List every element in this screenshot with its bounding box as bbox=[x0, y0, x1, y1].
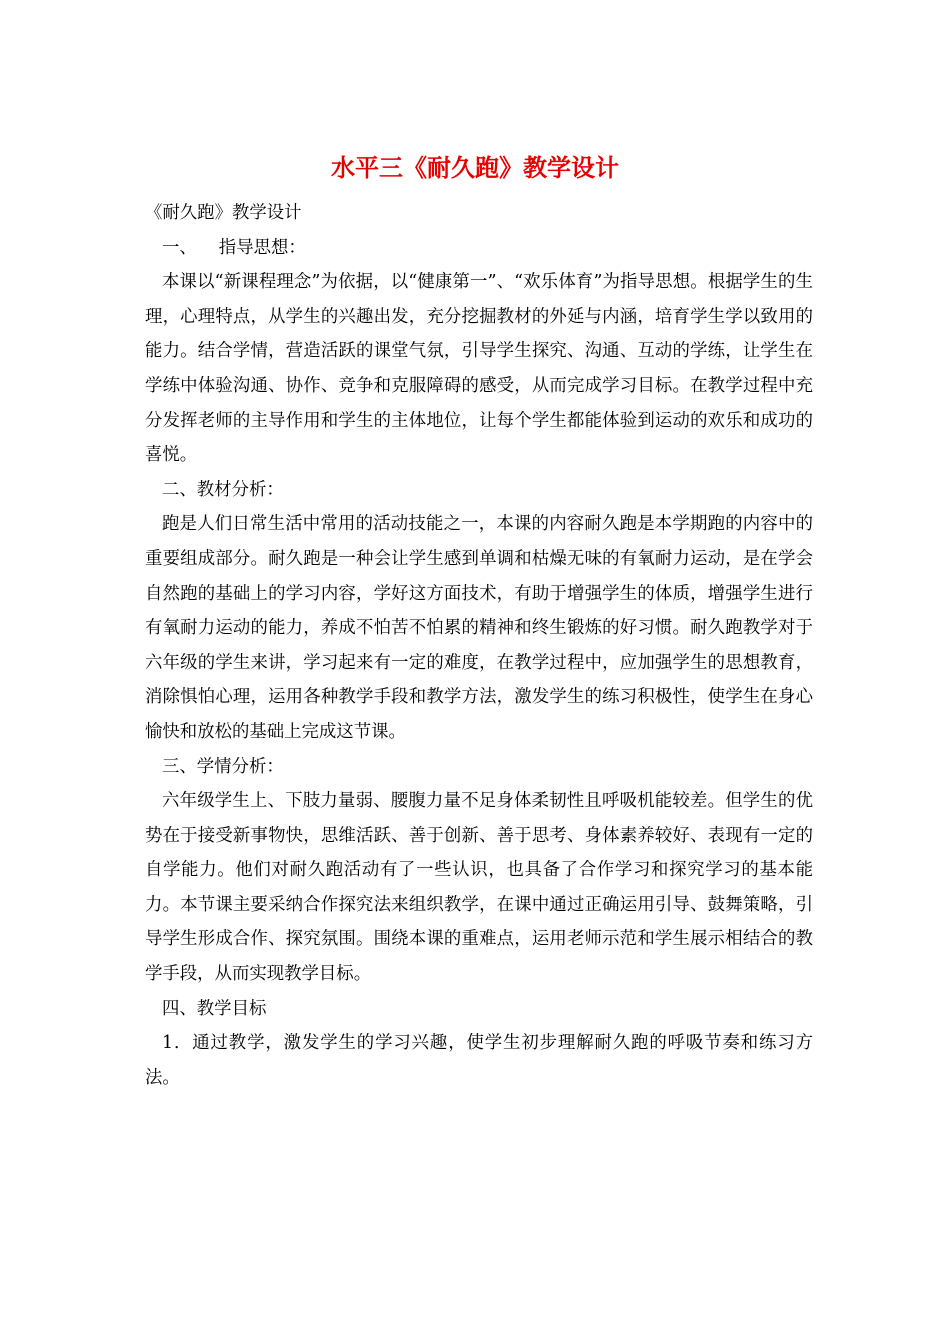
section-heading-3: 三、学情分析： bbox=[162, 756, 284, 777]
document-title: 水平三《耐久跑》教学设计 bbox=[331, 153, 619, 182]
section-heading-1-number: 一、 bbox=[162, 237, 197, 258]
section-body-1: 本课以“新课程理念”为依据，以“健康第一”、“欢乐体育”为指导思想。根据学生的生理，心理特点，从学生的兴趣出发，充分挖掘教材的外延与内涵，培育学生学以致用的能力。结合学情，营造活跃的课堂气氛，引导学生探究、沟通、互动的学练，让学生在学练中体验沟通、协作、竞争和克服障碍的感受，从而完成学习目标。在教学过程中充分发挥老师的主导作用和学生的主体地位，让每个学生都能体验到运动的欢乐和成功的喜悦。 bbox=[145, 272, 813, 466]
document-subtitle: 《耐久跑》教学设计 bbox=[145, 203, 302, 223]
section-heading-2: 二、教材分析： bbox=[162, 479, 284, 500]
section-heading-1-text: 指导思想： bbox=[218, 237, 306, 258]
section-body-4: 1．通过教学，激发学生的学习兴趣，使学生初步理解耐久跑的呼吸节奏和练习方法。 bbox=[145, 1033, 813, 1088]
document-content bbox=[145, 196, 813, 1095]
section-body-2: 跑是人们日常生活中常用的活动技能之一，本课的内容耐久跑是本学期跑的内容中的重要组成部分。耐久跑是一种会让学生感到单调和枯燥无味的有氧耐力运动，是在学会自然跑的基础上的学习内容，学好这方面技术，有助于增强学生的体质，增强学生进行有氧耐力运动的能力，养成不怕苦不怕累的精神和终生锻炼的好习惯。耐久跑教学对于六年级的学生来讲，学习起来有一定的难度，在教学过程中，应加强学生的思想教育，消除惧怕心理，运用各种教学手段和教学方法，激发学生的练习积极性，使学生在身心愉快和放松的基础上完成这节课。 bbox=[145, 514, 813, 742]
section-heading-1 bbox=[145, 231, 813, 266]
section-body-3: 六年级学生上、下肢力量弱、腰腹力量不足身体柔韧性且呼吸机能较差。但学生的优势在于接受新事物快，思维活跃、善于创新、善于思考、身体素养较好、表现有一定的自学能力。他们对耐久跑活动有了一些认识，也具备了合作学习和探究学习的基本能力。本节课主要采纳合作探究法来组织教学，在课中通过正确运用引导、鼓舞策略，引导学生形成合作、探究氛围。围绕本课的重难点，运用老师示范和学生展示相结合的教学手段，从而实现教学目标。 bbox=[145, 791, 813, 985]
section-heading-4: 四、教学目标 bbox=[162, 998, 267, 1019]
